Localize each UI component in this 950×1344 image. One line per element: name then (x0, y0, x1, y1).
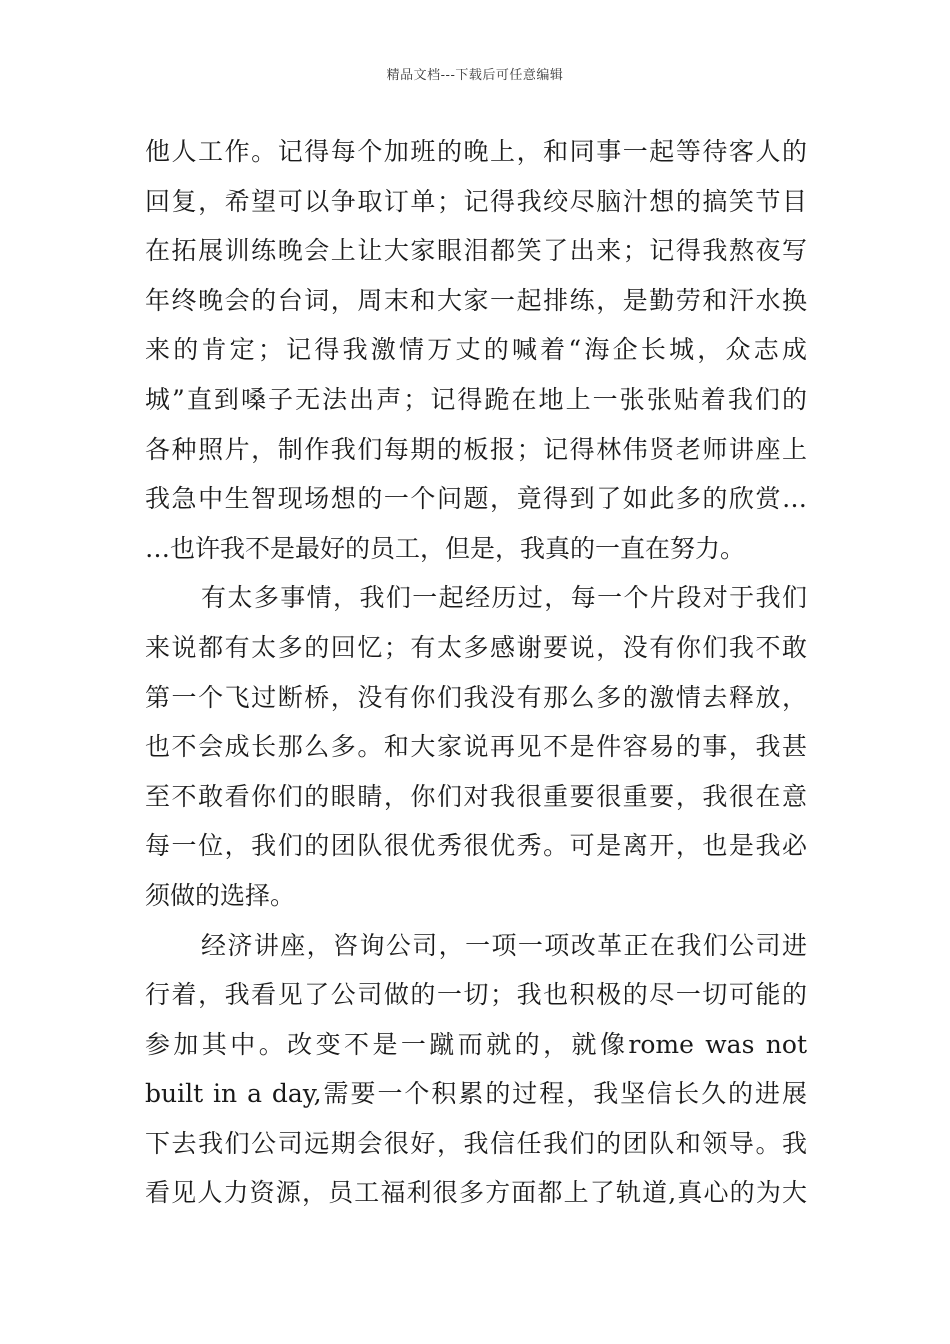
text-line: 回复，希望可以争取订单；记得我绞尽脑汁想的搞笑节目 (145, 186, 807, 216)
paragraph-1 (145, 127, 807, 573)
text-line: 经济讲座，咨询公司，一项一项改革正在我们公司进 (201, 930, 807, 960)
text-line: 在拓展训练晚会上让大家眼泪都笑了出来；记得我熬夜写 (145, 236, 807, 266)
text-line: 参加其中。改变不是一蹴而就的，就像rome was not (145, 1029, 807, 1059)
text-line: 年终晚会的台词，周末和大家一起排练，是勤劳和汗水换 (145, 285, 807, 315)
paragraph-3 (145, 921, 807, 1219)
text-line: 有太多事情，我们一起经历过，每一个片段对于我们 (201, 583, 807, 613)
text-line: built in a day,需要一个积累的过程，我坚信长久的进展 (145, 1079, 807, 1109)
text-line: 须做的选择。 (145, 880, 296, 910)
text-line: 城”直到嗓子无法出声；记得跪在地上一张张贴着我们的 (145, 384, 807, 414)
text-line: 每一位，我们的团队很优秀很优秀。可是离开，也是我必 (145, 831, 807, 861)
text-line: 他人工作。记得每个加班的晚上，和同事一起等待客人的 (145, 137, 807, 166)
text-line: 来说都有太多的回忆；有太多感谢要说，没有你们我不敢 (145, 632, 807, 662)
text-line: 至不敢看你们的眼睛，你们对我很重要很重要，我很在意 (145, 781, 807, 811)
text-line: 我急中生智现场想的一个问题，竟得到了如此多的欣赏… (145, 484, 807, 514)
paragraph-2 (145, 573, 807, 920)
text-line: 也不会成长那么多。和大家说再见不是件容易的事，我甚 (145, 732, 807, 762)
text-line: 下去我们公司远期会很好，我信任我们的团队和领导。我 (145, 1128, 807, 1158)
page-header: 精品文档---下载后可任意编辑 (386, 68, 564, 83)
text-line: …也许我不是最好的员工，但是，我真的一直在努力。 (145, 533, 746, 563)
text-line: 行着，我看见了公司做的一切；我也积极的尽一切可能的 (145, 980, 807, 1010)
text-line: 各种照片，制作我们每期的板报；记得林伟贤老师讲座上 (145, 434, 807, 464)
text-line: 第一个飞过断桥，没有你们我没有那么多的激情去释放， (145, 682, 807, 712)
text-line: 来的肯定；记得我激情万丈的喊着“海企长城，众志成 (145, 335, 807, 365)
text-line: 看见人力资源，员工福利很多方面都上了轨道,真心的为大 (145, 1178, 807, 1208)
document-body (145, 127, 807, 1218)
